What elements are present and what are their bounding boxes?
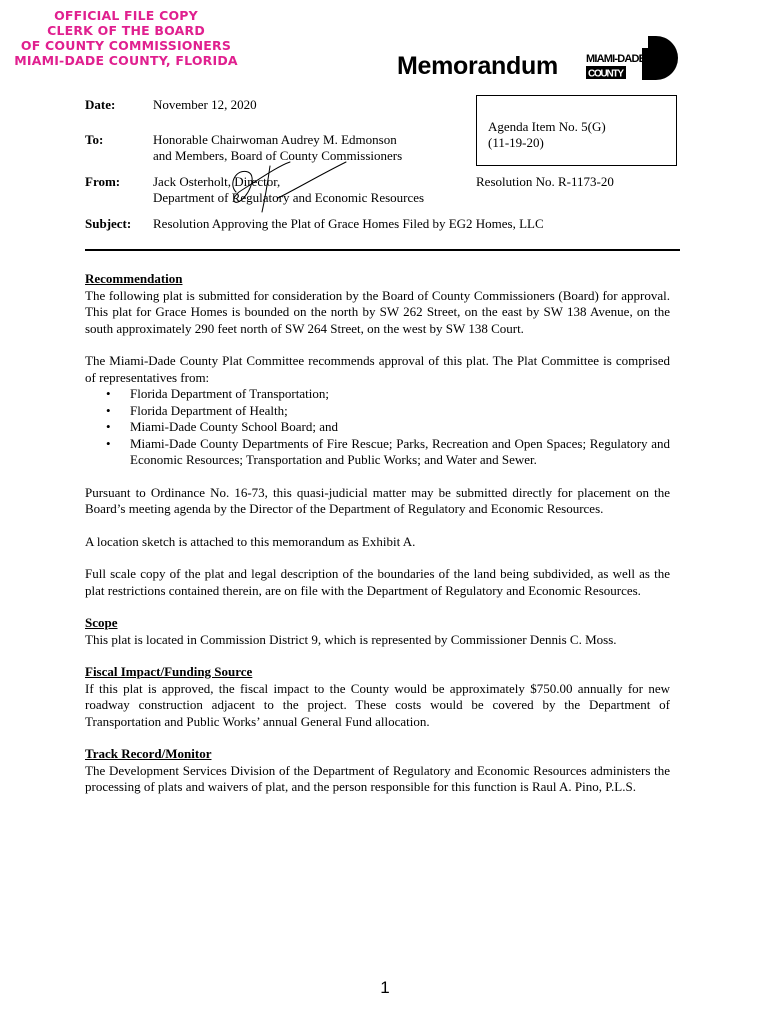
list-item: • Florida Department of Transportation; xyxy=(130,386,670,403)
stamp-line: CLERK OF THE BOARD xyxy=(47,23,205,38)
scope-paragraph: This plat is located in Commission District 9, which is represented by Commissioner Dennis C. Moss. xyxy=(85,631,617,647)
handwritten-signature xyxy=(218,158,348,214)
committee-list xyxy=(85,386,670,469)
track-record-heading: Track Record/Monitor xyxy=(85,746,212,761)
to-line: Honorable Chairwoman Audrey M. Edmonson xyxy=(153,132,397,147)
recommendation-paragraph: The following plat is submitted for consideration by the Board of County Commissioners (Board) for approval. This plat for Grace Homes is bounded on the north by SW 262 Street, on the east by SW 138 Avenue, on the south approximately 290 feet north of SW 264 Street, on the west by SW 138 Court. xyxy=(85,287,670,336)
plat-committee-paragraph: The Miami-Dade County Plat Committee recommends approval of this plat. The Plat Committee is comprised of representatives from: xyxy=(85,353,670,385)
ordinance-paragraph: Pursuant to Ordinance No. 16-73, this quasi-judicial matter may be submitted directly for placement on the Board’s meeting agenda by the Director of the Department of Regulatory and Economic Resources. xyxy=(85,484,670,516)
from-line: Department of Regulatory and Economic Resources xyxy=(153,190,425,205)
stamp-line: OFFICIAL FILE COPY xyxy=(54,8,198,23)
date-label: Date: xyxy=(85,97,116,112)
date-value: November 12, 2020 xyxy=(153,97,257,112)
stamp-line: OF COUNTY COMMISSIONERS xyxy=(20,38,232,53)
header-divider xyxy=(85,249,680,251)
resolution-number: Resolution No. R-1173-20 xyxy=(476,174,614,189)
agenda-item-date: (11-19-20) xyxy=(488,135,544,150)
stamp-line: MIAMI-DADE COUNTY, FLORIDA xyxy=(14,53,238,68)
svg-text:MIAMI-DADE: MIAMI-DADE xyxy=(586,53,646,65)
to-label: To: xyxy=(85,132,104,147)
list-item: • Miami-Dade County School Board; and xyxy=(130,419,670,436)
recommendation-heading: Recommendation xyxy=(85,271,183,286)
exhibit-paragraph: A location sketch is attached to this memorandum as Exhibit A. xyxy=(85,533,416,549)
subject-label: Subject: xyxy=(85,216,132,231)
from-line: Jack Osterholt, Director, xyxy=(153,174,281,189)
memorandum-title: Memorandum xyxy=(397,52,558,80)
fiscal-impact-paragraph: If this plat is approved, the fiscal impact to the County would be approximately $750.00 annually for new roadway construction adjacent to the project. These costs would be covered by the Department of Transportation and Public Works’ annual General Fund allocation. xyxy=(85,680,670,729)
miami-dade-county-logo xyxy=(586,36,678,80)
svg-text:COUNTY: COUNTY xyxy=(588,68,624,80)
memo-body xyxy=(85,271,670,796)
track-record-paragraph: The Development Services Division of the Department of Regulatory and Economic Resources administers the processing of plats and waivers of plat, and the person responsible for this function is Raul A. Pino, P.L.S. xyxy=(85,762,670,794)
list-item: • Florida Department of Health; xyxy=(130,403,670,420)
from-label: From: xyxy=(85,174,121,189)
list-item: • Miami-Dade County Departments of Fire Rescue; Parks, Recreation and Open Spaces; Regulatory and Economic Resources; Transportation and Public Works; and Water and Sewer. xyxy=(130,436,670,469)
agenda-item-number: Agenda Item No. 5(G) xyxy=(488,119,606,134)
to-line: and Members, Board of County Commissioners xyxy=(153,148,403,163)
official-file-copy-stamp xyxy=(8,8,244,68)
fiscal-impact-heading: Fiscal Impact/Funding Source xyxy=(85,664,253,679)
scope-heading: Scope xyxy=(85,615,118,630)
plat-copy-paragraph: Full scale copy of the plat and legal description of the boundaries of the land being subdivided, as well as the plat restrictions contained therein, are on file with the Department of Regulatory and Economic Resources. xyxy=(85,566,670,598)
subject-value: Resolution Approving the Plat of Grace Homes Filed by EG2 Homes, LLC xyxy=(153,216,544,231)
page-number: 1 xyxy=(380,978,390,997)
